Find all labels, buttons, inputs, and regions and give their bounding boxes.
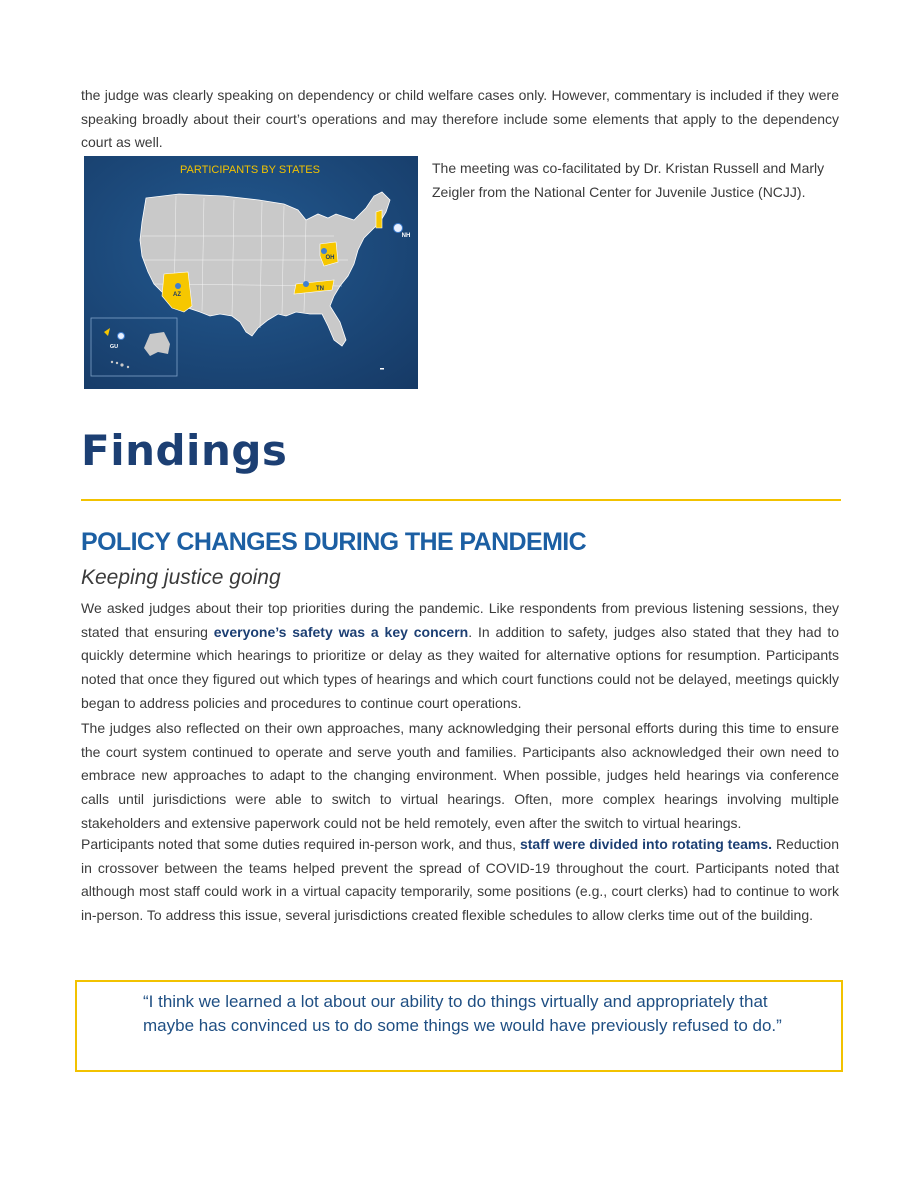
state-oh (320, 242, 338, 266)
quote-callout (75, 980, 843, 1072)
scale-mark (380, 368, 384, 370)
paragraph-staffing (81, 833, 839, 928)
us-map-graphic (84, 156, 418, 389)
subheading: Keeping justice going (81, 566, 281, 589)
label-gu: GU (109, 344, 119, 350)
label-az: AZ (173, 292, 181, 298)
participants-map (84, 156, 418, 389)
marker-gu (118, 333, 125, 340)
findings-heading: Findings (81, 426, 288, 475)
marker-oh (321, 248, 327, 254)
map-title: PARTICIPANTS BY STATES (180, 164, 320, 176)
state-nh (376, 210, 382, 228)
intro-paragraph: the judge was clearly speaking on dependency or child welfare cases only. However, commentary is included if they were speaking broadly about their court’s operations and may therefore include some elements that apply to the dependency court as well. (81, 87, 839, 151)
section-divider (81, 499, 841, 501)
label-oh: OH (325, 255, 335, 261)
p1-text-c: . In addition to safety, judges also stated that they had to quickly determine which hearings to prioritize or delay as they waited for alternative options for resumption. Participants noted that once they figured out which types of hearings and which court functions could not be delayed, meetings quickly began to address policies and procedures to continue court operations. (81, 623, 840, 711)
marker-az (175, 283, 181, 289)
p3-text-a: Participants noted that some duties required in-person work, and thus, (81, 836, 520, 852)
label-tn: TN (316, 286, 324, 292)
p3-emphasis: staff were divided into rotating teams. (519, 836, 773, 852)
paragraph-approaches: The judges also reflected on their own approaches, many acknowledging their personal efforts during this time to ensure the court system continued to operate and serve youth and families. Participants also acknowledged their own need to embrace new approaches to adapt to the changing environment. When possible, judges held hearings via conference calls until jurisdictions were able to switch to virtual hearings. Often, more complex hearings involving multiple stakeholders and extensive paperwork could not be held remotely, even after the switch to virtual hearings. (81, 720, 839, 831)
section-title: POLICY CHANGES DURING THE PANDEMIC (81, 528, 587, 556)
p3-text-c: Reduction in crossover between the teams helped prevent the spread of COVID-19 throughout the court. Participants noted that although most staff could work in a virtual capacity temporarily, some positions (e.g., court clerks) had to continue to work in-person. To address this issue, several jurisdictions created flexible schedules to allow clerks time out of the building. (81, 836, 839, 924)
label-nh: NH (401, 233, 411, 239)
quote-text: “I think we learned a lot about our ability to do things virtually and appropriately that maybe has convinced us to do some things we would have previously refused to do.” (143, 992, 782, 1035)
marker-nh (394, 224, 403, 233)
p1-emphasis: everyone’s safety was a key concern (213, 623, 469, 640)
facilitation-text: The meeting was co-facilitated by Dr. Kristan Russell and Marly Zeigler from the National Center for Juvenile Justice (NCJJ). (432, 160, 825, 200)
paragraph-priorities (81, 597, 839, 716)
marker-tn (303, 281, 309, 287)
p1-text-a: We asked judges about their top priorities during the pandemic. Like respondents from previous listening sessions, they stated that ensuring (81, 600, 839, 640)
